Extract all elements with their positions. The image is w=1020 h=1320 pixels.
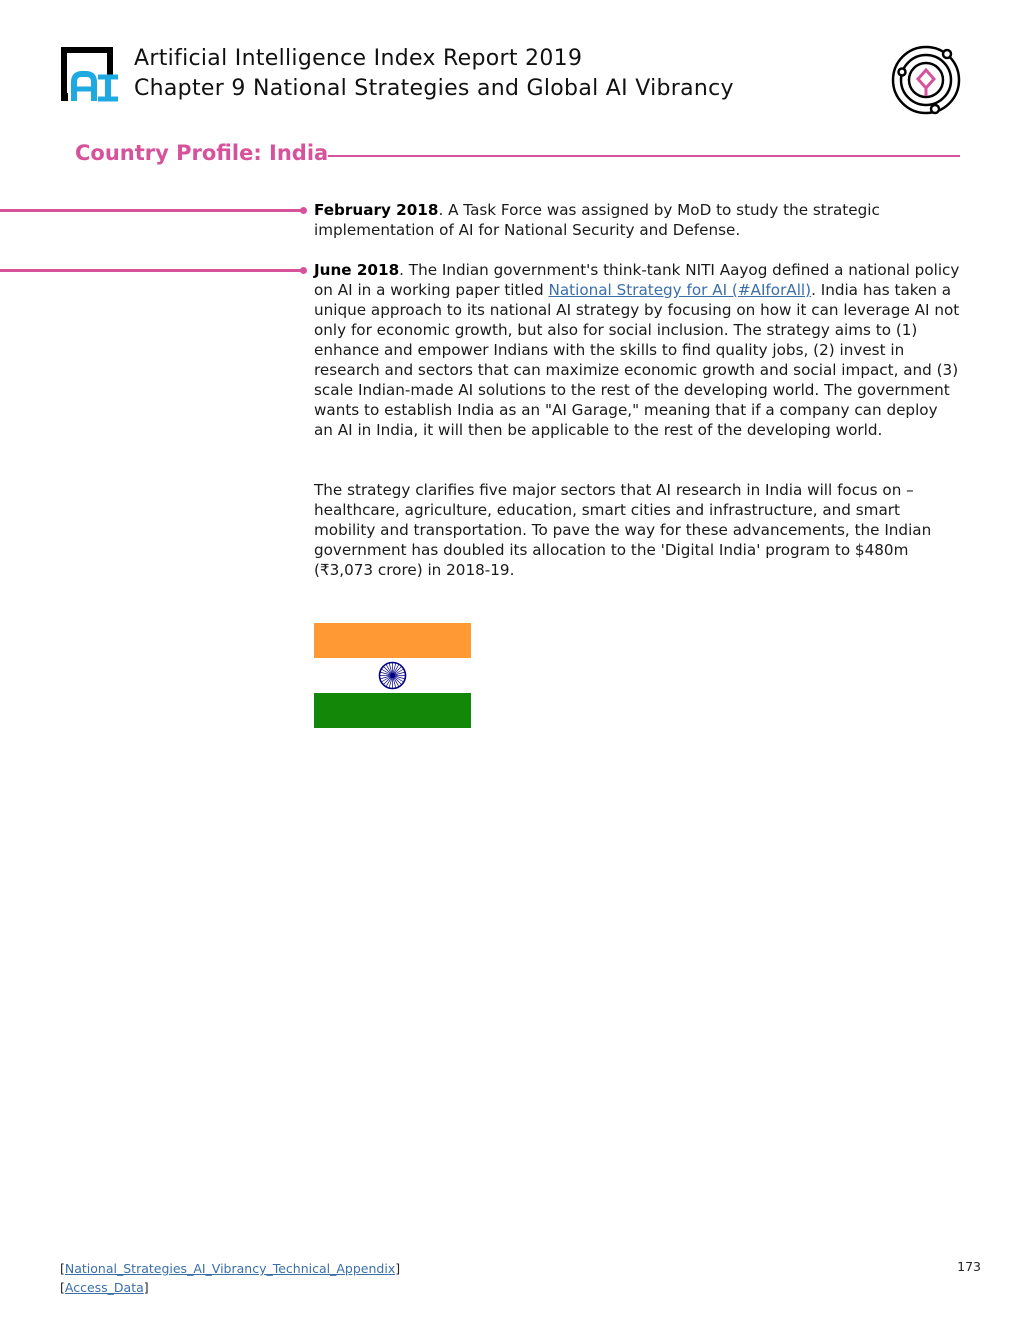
entry-text: . The Indian government's think-tank NITI Aayog defined a national policy on AI in a working paper titled [314, 261, 960, 299]
timeline-dot-feb-2018 [300, 207, 307, 214]
section-title: Country Profile: India [75, 141, 329, 165]
ashoka-chakra-icon [380, 663, 406, 689]
timeline-entry-feb-2018 [314, 200, 960, 240]
chapter-title: Chapter 9 National Strategies and Global AI Vibrancy [134, 76, 734, 101]
timeline-rule-jun-2018 [0, 269, 302, 272]
entry-text: . A Task Force was assigned by MoD to study the strategic implementation of AI for National Security and Defense. [314, 201, 880, 239]
section-title-rule [328, 155, 960, 157]
national-strategy-link[interactable]: National Strategy for AI (#AIforAll) [548, 281, 812, 299]
technical-appendix-link[interactable]: National_Strategies_AI_Vibrancy_Technical_Appendix [64, 1261, 396, 1276]
entry-text-continued: . India has taken a unique approach to its national AI strategy by focusing on how it can leverage AI not only for economic growth, but also for social inclusion. The strategy aims to (1) enhance and empower Indians with the skills to find quality jobs, (2) invest in research and sectors that can maximize economic growth and social impact, and (3) scale Indian-made AI solutions to the rest of the developing world. The government wants to establish India as an "AI Garage," meaning that if a company can deploy an AI in India, it will then be applicable to the rest of the developing world. [314, 281, 960, 439]
report-header [134, 44, 734, 104]
ai-index-logo [60, 46, 120, 102]
entry-date: June 2018 [314, 261, 400, 279]
footer-links: [National_Strategies_AI_Vibrancy_Technical_Appendix] [Access_Data] [60, 1261, 401, 1295]
timeline-rule-feb-2018 [0, 209, 302, 212]
sectors-paragraph: The strategy clarifies five major sectors that AI research in India will focus on – healthcare, agriculture, education, smart cities and infrastructure, and smart mobility and transportation. To pave the way for these advancements, the Indian government has doubled its allocation to the 'Digital India' program to $480m (₹3,073 crore) in 2018-19. [314, 481, 932, 579]
chapter-emblem-icon [888, 42, 964, 118]
entry-date: February 2018 [314, 201, 439, 219]
india-flag [314, 623, 471, 728]
timeline-dot-jun-2018 [300, 267, 307, 274]
page-number: 173 [957, 1259, 981, 1274]
access-data-link[interactable]: Access_Data [64, 1280, 144, 1295]
timeline-entry-jun-2018 [314, 260, 960, 440]
report-title: Artificial Intelligence Index Report 2019 [134, 46, 583, 71]
